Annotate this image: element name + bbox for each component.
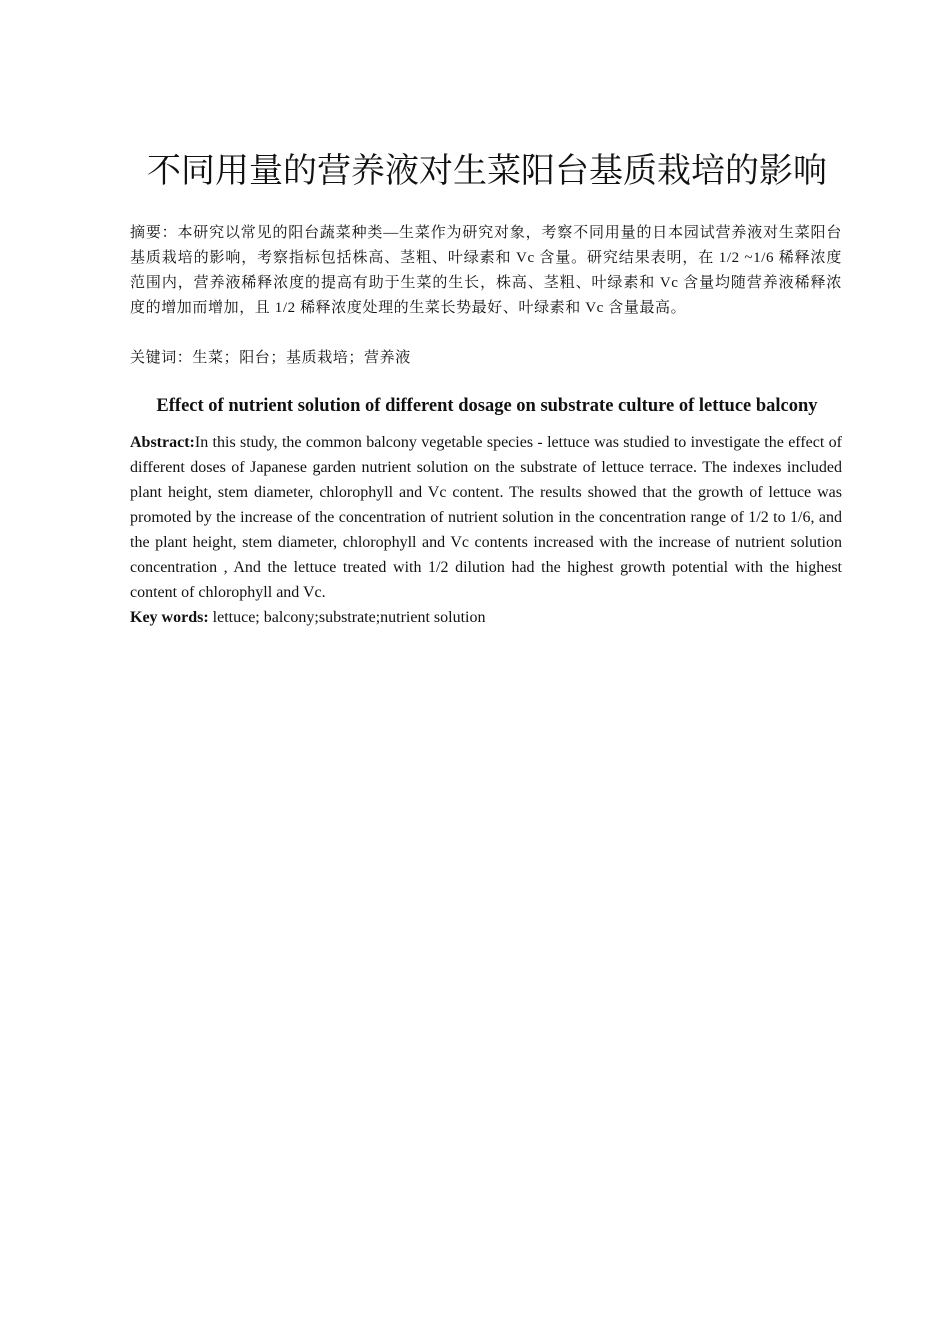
chinese-abstract-label: 摘要： (130, 223, 178, 241)
chinese-abstract-text: 本研究以常见的阳台蔬菜种类—生菜作为研究对象，考察不同用量的日本园试营养液对生菜阳台基质栽培的影响，考察指标包括株高、茎粗、叶绿素和 Vc 含量。研究结果表明，在 1/2 ~1/6 稀释浓度范围内，营养液稀释浓度的提高有助于生菜的生长，株高、茎粗、叶绿素和 Vc 含量均随营养液稀释浓度的增加而增加，且 1/2 稀释浓度处理的生菜长势最好、叶绿素和 Vc 含量最高。 (130, 225, 842, 316)
english-keywords-text: lettuce; balcony;substrate;nutrient solution (208, 609, 486, 626)
chinese-abstract (130, 220, 842, 321)
chinese-title: 不同用量的营养液对生菜阳台基质栽培的影响 (147, 151, 827, 191)
english-abstract-label: Abstract: (130, 434, 195, 451)
english-title: Effect of nutrient solution of different dosage on substrate culture of lettuce balcony (156, 396, 818, 416)
english-keywords (130, 605, 842, 630)
chinese-keywords-text: 生菜；阳台；基质栽培；营养液 (192, 350, 411, 366)
english-abstract (130, 430, 842, 605)
english-keywords-label: Key words: (130, 609, 209, 626)
english-abstract-text: In this study, the common balcony vegetable species - lettuce was studied to investigate the effect of different doses of Japanese garden nutrient solution on the substrate of lettuce terrace. The indexes included plant height, stem diameter, chlorophyll and Vc content. The results showed that the growth of lettuce was promoted by the increase of the concentration of nutrient solution in the concentration range of 1/2 to 1/6, and the plant height, stem diameter, chlorophyll and Vc contents increased with the increase of nutrient solution concentration , And the lettuce treated with 1/2 dilution had the highest growth potential with the highest content of chlorophyll and Vc. (130, 434, 842, 601)
chinese-keywords (130, 345, 842, 371)
chinese-keywords-label: 关键词： (130, 348, 193, 366)
